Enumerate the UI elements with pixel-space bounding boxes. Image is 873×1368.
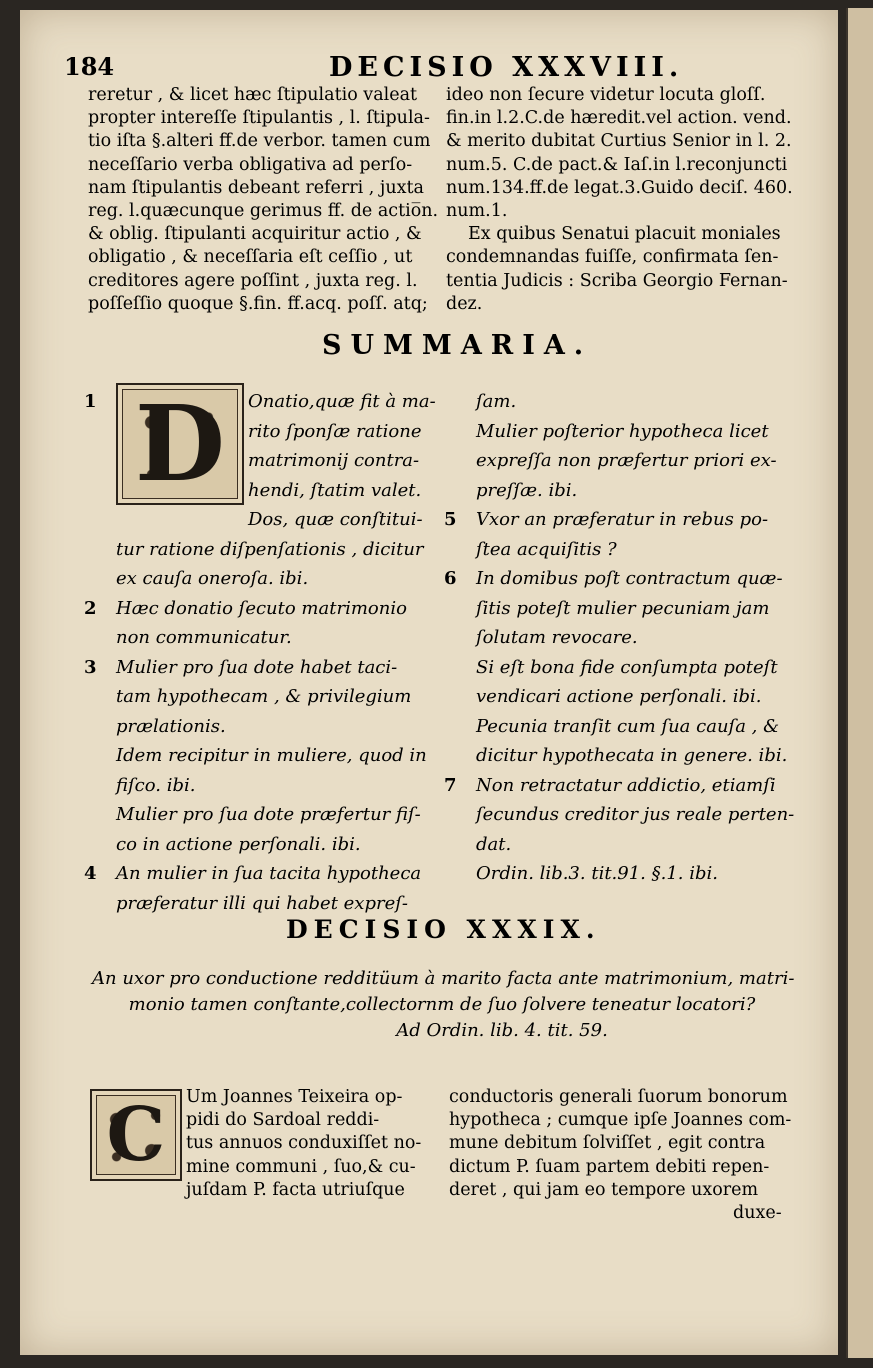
summaria-left-column — [84, 382, 436, 918]
summary-text: ſam. — [476, 391, 517, 412]
running-title: DECISIO XXXVIII. — [329, 52, 684, 83]
top-left-column — [88, 84, 438, 316]
summary-text: In domibus poſt contractum quæ- — [476, 568, 783, 589]
summary-text: Vxor an præferatur in rebus po- — [476, 509, 769, 530]
summary-text: ſolutam revocare. — [476, 627, 638, 648]
text-line: num.134.ff.de legat.3.Guido deciſ. 460. — [446, 177, 793, 198]
summary-line — [476, 859, 794, 889]
text-line: Ex quibus Senatui placuit moniales — [468, 224, 781, 245]
summary-line — [84, 859, 436, 889]
summary-number: 5 — [444, 509, 457, 530]
summary-line — [116, 623, 436, 653]
drop-initial-c — [90, 1089, 182, 1181]
summary-line — [116, 476, 436, 506]
summary-line — [476, 476, 794, 506]
summary-line — [476, 623, 794, 653]
summary-text: Ordin. lib.3. tit.91. §.1. ibi. — [476, 863, 718, 884]
top-right-column — [446, 84, 793, 316]
summary-text: ſecundus creditor jus reale perten- — [476, 804, 795, 825]
summary-line — [476, 653, 794, 683]
summary-text: Dos, quæ conſtitui- — [248, 509, 423, 530]
summaria-right-column — [444, 387, 795, 889]
summary-text: rito ſponſæ ratione — [248, 420, 422, 442]
summary-text: Pecunia tranſit cum ſua cauſa , & — [476, 715, 780, 737]
question-line: An uxor pro conductione redditüum à marito facta ante matrimonium, matri- — [92, 968, 795, 989]
summary-line — [116, 830, 436, 860]
summary-number: 2 — [84, 597, 97, 619]
text-line: & merito dubitat Curtius Senior in l. 2. — [446, 131, 792, 152]
summary-text: tur ratione diſpenſationis , dicitur — [116, 538, 424, 560]
bottom-left-column — [186, 1086, 421, 1202]
summary-line — [444, 564, 794, 594]
summary-text: ſtea acquiſitis ? — [476, 538, 617, 560]
summary-number: 1 — [84, 391, 97, 412]
text-line: mune debitum ſolviſſet , egit contra — [449, 1133, 766, 1154]
question-line: Ad Ordin. lib. 4. tit. 59. — [396, 1020, 608, 1041]
summary-text: tam hypothecam , & privilegium — [116, 686, 412, 707]
summary-text: fiſco. ibi. — [116, 774, 196, 796]
summary-text: præferatur illi qui habet expreſ- — [116, 892, 408, 914]
text-line: Um Joannes Teixeira op- — [186, 1087, 403, 1107]
decisio-heading: DECISIO XXXIX. — [286, 915, 601, 944]
summary-text: Idem recipitur in muliere, quod in — [116, 745, 427, 766]
text-line: dez. — [446, 293, 483, 314]
text-line: nam ſtipulantis debeant referri , juxta — [88, 177, 424, 198]
summary-text: preſſæ. ibi. — [476, 479, 578, 501]
summary-text: non communicatur. — [116, 627, 292, 648]
text-line: pidi do Sardoal reddi- — [186, 1110, 380, 1131]
text-line: num.1. — [446, 200, 508, 221]
summary-text: Hæc donatio ſecuto matrimonio — [116, 597, 407, 619]
text-line: juſdam P. facta utriuſque — [186, 1179, 405, 1200]
summary-line — [116, 564, 436, 594]
summary-line — [476, 417, 794, 447]
summary-number: 4 — [84, 863, 97, 884]
text-line: & oblig. ſtipulanti acquiritur actio , & — [88, 224, 422, 245]
bottom-right-column — [449, 1086, 791, 1225]
summary-text: expreſſa non præfertur priori ex- — [476, 450, 777, 471]
summary-text: Mulier pro ſua dote præfertur fiſ- — [116, 804, 421, 825]
text-line: reg. l.quæcunque gerimus ff. de actio̅n. — [88, 200, 439, 221]
summary-number: 3 — [84, 656, 97, 678]
summary-text: matrimonij contra- — [248, 450, 420, 471]
summary-line — [476, 830, 794, 860]
text-line: creditores agere poſſint , juxta reg. l. — [88, 270, 418, 291]
summary-line — [476, 712, 794, 742]
summary-line — [116, 800, 436, 830]
question-line: monio tamen conſtante,collectornm de ſuo ſolvere teneatur locatori? — [128, 994, 756, 1015]
text-line: dictum P. ſuam partem debiti repen- — [449, 1156, 770, 1177]
text-line: num.5. C.de pact.& Iaſ.in l.reconjuncti — [446, 154, 788, 175]
summary-text: Mulier pro ſua dote habet taci- — [116, 656, 398, 678]
text-line: condemnandas fuiſſe, confirmata ſen- — [446, 247, 779, 268]
summary-line — [116, 682, 436, 712]
summary-line — [476, 446, 794, 476]
text-line: mine communi , ſuo,& cu- — [186, 1156, 416, 1177]
facing-page-edge — [846, 8, 873, 1358]
text-line: tentia Judicis : Scriba Georgio Fernan- — [446, 270, 788, 291]
summary-line — [476, 594, 794, 624]
text-line: obligatio , & neceſſaria eſt ceſſio , ut — [88, 247, 413, 268]
summary-number: 7 — [444, 774, 457, 796]
summary-text: Si eſt bona fide conſumpta poteſt — [476, 656, 778, 678]
summaria-heading: SUMMARIA. — [322, 330, 593, 361]
summary-text: vendicari actione perſonali. ibi. — [476, 686, 762, 707]
summary-text: Non retractatur addictio, etiamſi — [476, 774, 776, 796]
summary-text: Mulier poſterior hypotheca licet — [476, 420, 769, 442]
summary-line — [116, 446, 436, 476]
text-line: reretur , & licet hæc ſtipulatio valeat — [88, 85, 418, 105]
text-line: hypotheca ; cumque ipſe Joannes com- — [449, 1110, 792, 1131]
summary-line — [444, 771, 794, 801]
summary-text: hendi, ſtatim valet. — [248, 479, 422, 501]
drop-initial-letter: C — [106, 1092, 166, 1178]
summary-line — [84, 594, 436, 624]
summary-line — [116, 889, 436, 919]
text-line: conductoris generali ſuorum bonorum — [449, 1087, 788, 1107]
summary-text: ſitis poteſt mulier pecuniam jam — [476, 597, 770, 619]
text-line: duxe- — [733, 1202, 782, 1223]
summary-line — [116, 505, 436, 535]
summary-text: co in actione perſonali. ibi. — [116, 833, 361, 855]
summary-line — [84, 387, 436, 417]
summary-line — [444, 505, 794, 535]
summary-line — [476, 535, 794, 565]
drop-initial-letter: D — [134, 382, 226, 505]
text-line: tus annuos conduxiſſet no- — [186, 1133, 422, 1154]
text-line: tio iſta §.alteri ff.de verbor. tamen cum — [88, 131, 431, 152]
summary-text: ex cauſa oneroſa. ibi. — [116, 568, 309, 589]
summary-line — [476, 387, 794, 417]
text-line: ideo non ſecure videtur locuta gloſſ. — [446, 85, 766, 105]
summary-line — [116, 535, 436, 565]
text-line: deret , qui jam eo tempore uxorem — [449, 1179, 759, 1200]
summary-line — [116, 712, 436, 742]
summary-text: dat. — [476, 833, 512, 855]
summary-text: An mulier in ſua tacita hypotheca — [116, 863, 422, 884]
summary-text: dicitur hypothecata in genere. ibi. — [476, 745, 788, 766]
decisio-question — [92, 966, 795, 1044]
summary-line — [116, 741, 436, 771]
text-line: fin.in l.2.C.de hæredit.vel action. vend. — [446, 108, 792, 129]
summary-number: 6 — [444, 568, 457, 589]
summary-line — [476, 682, 794, 712]
summary-line — [476, 800, 794, 830]
page-number: 184 — [64, 52, 115, 81]
summary-line — [116, 771, 436, 801]
summary-line — [84, 653, 436, 683]
text-line: propter intereſſe ſtipulantis , l. ſtipula- — [88, 108, 430, 129]
page-header — [64, 52, 784, 86]
summary-line — [116, 417, 436, 447]
summary-line — [476, 741, 794, 771]
summary-text: Onatio,quæ fit à ma- — [248, 391, 436, 412]
text-line: poſſeſſio quoque §.fin. ff.acq. poſſ. atq; — [88, 293, 428, 314]
text-line: neceſſario verba obligativa ad perſo- — [88, 154, 413, 175]
summary-text: prælationis. — [116, 715, 226, 737]
